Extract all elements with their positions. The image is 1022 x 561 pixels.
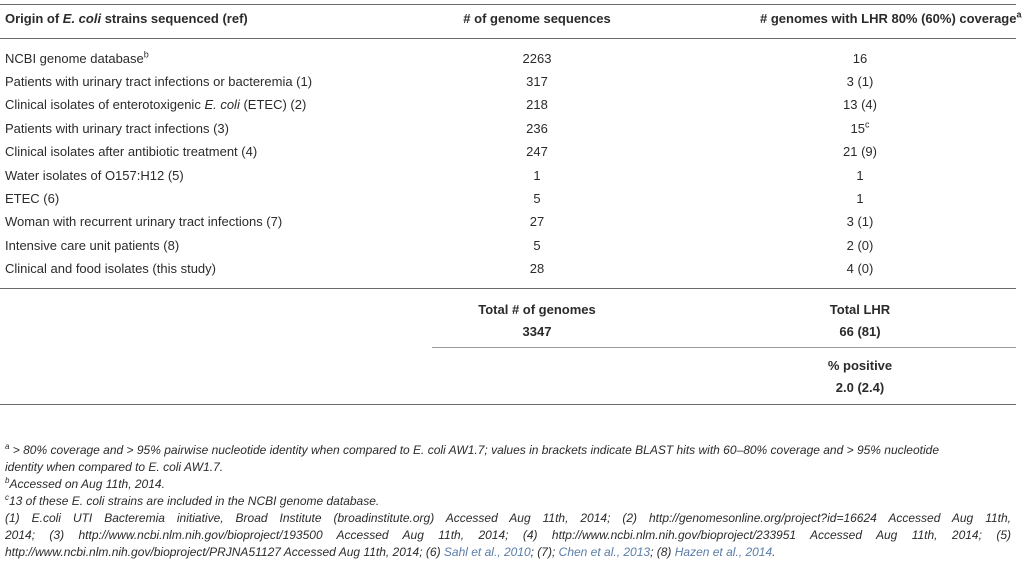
body-bottom-rule xyxy=(0,288,1016,289)
table-header-row xyxy=(0,8,1022,30)
footnote-a: $^a$ > 80% coverage and > 95% pairwise nucleotide identity when compared to E. coli AW1.7; values in brackets indicate BLAST hits with 60–80% coverage and > 95% nucleotide xyxy=(5,442,940,457)
table-row: Clinical and food isolates (this study) 28 4 (0) xyxy=(5,261,874,276)
percent-label-row xyxy=(0,356,1016,376)
percent-value-row xyxy=(0,378,1016,398)
table-row: Patients with urinary tract infections (3) 236 15$^c$ xyxy=(5,119,870,136)
table-row: Water isolates of O157:H12 (5) 1 1 xyxy=(5,168,864,183)
header-rule xyxy=(0,38,1016,39)
footnote-references: (1) E.coli UTI Bacteremia initiative, Broad Institute (broadinstitute.org) Accessed Aug 11th, 2014; (2) http://genomesonline.org/project?id=16624 Accessed Aug 11th, 2014; (3) http://www.ncbi.nlm.nih.gov/bioproject/193500 Accessed Aug 11th, 2014; (4) http://www.ncbi.nlm.nih.gov/bioproject/233951 Accessed Aug 11th, 2014; (5) http://www.ncbi.nlm.nih.gov/bioproject/PRJNA51127 Accessed Aug 11th, 2014; (6) Sahl et al., 2010; (7); Chen et al., 2013; (8) Hazen et al., 2014. xyxy=(5,511,1011,559)
total-genomes-label: Total # of genomes xyxy=(478,302,596,317)
total-lhr-value: 66 (81) xyxy=(839,324,881,339)
summary-rule xyxy=(432,347,1016,348)
total-genomes-value: 3347 xyxy=(522,324,552,339)
footnote-c: $^c$13 of these E. coli strains are included in the NCBI genome database. xyxy=(5,493,380,508)
summary-values-row xyxy=(0,322,1016,342)
table-row: ETEC (6) 5 1 xyxy=(5,191,864,206)
total-lhr-label: Total LHR xyxy=(829,302,891,317)
table-row: Patients with urinary tract infections or bacteremia (1) 317 3 (1) xyxy=(5,74,874,89)
footnote-a-cont: identity when compared to E. coli AW1.7. xyxy=(5,460,224,474)
table-top-rule xyxy=(0,4,1016,5)
table-row: Clinical isolates after antibiotic treatment (4) 247 21 (9) xyxy=(5,144,877,159)
table-row: NCBI genome database$^b$ 2263 16 xyxy=(5,49,868,66)
summary-labels-row xyxy=(0,300,1016,320)
table-row: Woman with recurrent urinary tract infections (7) 27 3 (1) xyxy=(5,214,874,229)
table-row: Intensive care unit patients (8) 5 2 (0) xyxy=(5,238,874,253)
header-genome-sequences: # of genome sequences xyxy=(463,11,611,26)
table-row: Clinical isolates of enterotoxigenic E. coli (ETEC) (2) 218 13 (4) xyxy=(5,97,877,112)
percent-positive-value: 2.0 (2.4) xyxy=(835,380,885,395)
table-footnotes xyxy=(5,442,1011,561)
citation-chen-link[interactable]: Chen et al., 2013 xyxy=(558,545,651,559)
table-bottom-rule xyxy=(0,404,1016,405)
percent-positive-label: % positive xyxy=(827,358,893,373)
citation-sahl-link[interactable]: Sahl et al., 2010 xyxy=(443,545,531,559)
header-lhr-coverage: # genomes with LHR 80% (60%) coverage$^a$ xyxy=(760,9,1022,26)
footnote-b: $^b$Accessed on Aug 11th, 2014. xyxy=(5,476,165,491)
header-origin: Origin of E. coli strains sequenced (ref) xyxy=(5,11,248,26)
citation-hazen-link[interactable]: Hazen et al., 2014 xyxy=(674,545,773,559)
